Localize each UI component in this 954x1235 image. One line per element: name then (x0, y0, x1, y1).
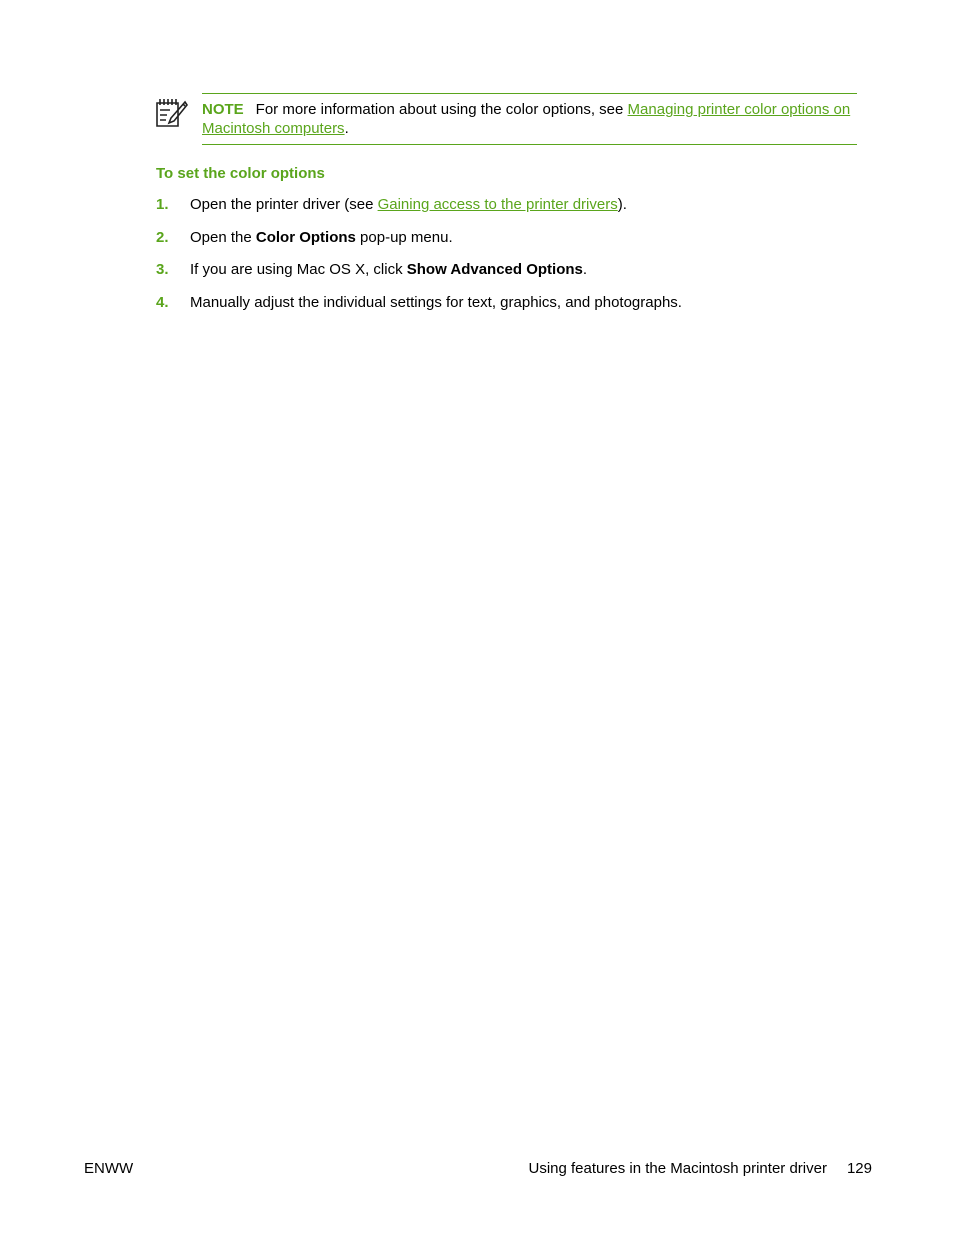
step-text-part: . (582, 261, 588, 278)
step-number: 3. (156, 261, 169, 278)
note-pencil-icon (154, 96, 188, 130)
step-text (190, 260, 587, 279)
step-text-part: Open the printer driver (see (190, 196, 378, 213)
step-text (190, 195, 627, 214)
step-number: 2. (156, 228, 169, 246)
footer-doc-id: ENWW (84, 1160, 134, 1177)
footer-title: Using features in the Macintosh printer driver (528, 1160, 827, 1177)
step-text: Manually adjust the individual settings for text, graphics, and photographs. (190, 293, 682, 311)
step-item (156, 228, 856, 247)
footer-right (528, 1159, 872, 1178)
step-text-part: If you are using Mac OS X, click (190, 261, 407, 278)
step-link-gaining-access[interactable]: Gaining access to the printer drivers (377, 196, 618, 213)
step-item (156, 260, 856, 279)
step-number: 4. (156, 293, 169, 311)
note-body-end: . (344, 120, 349, 137)
step-text-part: pop-up menu. (355, 228, 453, 246)
step-bold-color-options: Color Options (255, 228, 356, 246)
note-link-managing-color[interactable]: Managing printer color options on Macintosh computers (202, 101, 851, 137)
page-number: 129 (846, 1160, 872, 1177)
step-item (156, 195, 856, 214)
steps-list (156, 195, 856, 325)
step-item (156, 293, 856, 312)
note-callout (154, 93, 857, 145)
step-number: 1. (156, 196, 169, 213)
step-text-part: Open the (190, 228, 256, 246)
note-label: NOTE (202, 101, 244, 118)
section-heading: To set the color options (156, 165, 325, 182)
note-box (202, 93, 857, 145)
note-text (202, 100, 857, 138)
step-text-part: ). (617, 196, 627, 213)
note-body: For more information about using the color options, see (255, 101, 628, 118)
step-text (190, 228, 453, 247)
step-bold-show-advanced: Show Advanced Options (406, 261, 583, 278)
